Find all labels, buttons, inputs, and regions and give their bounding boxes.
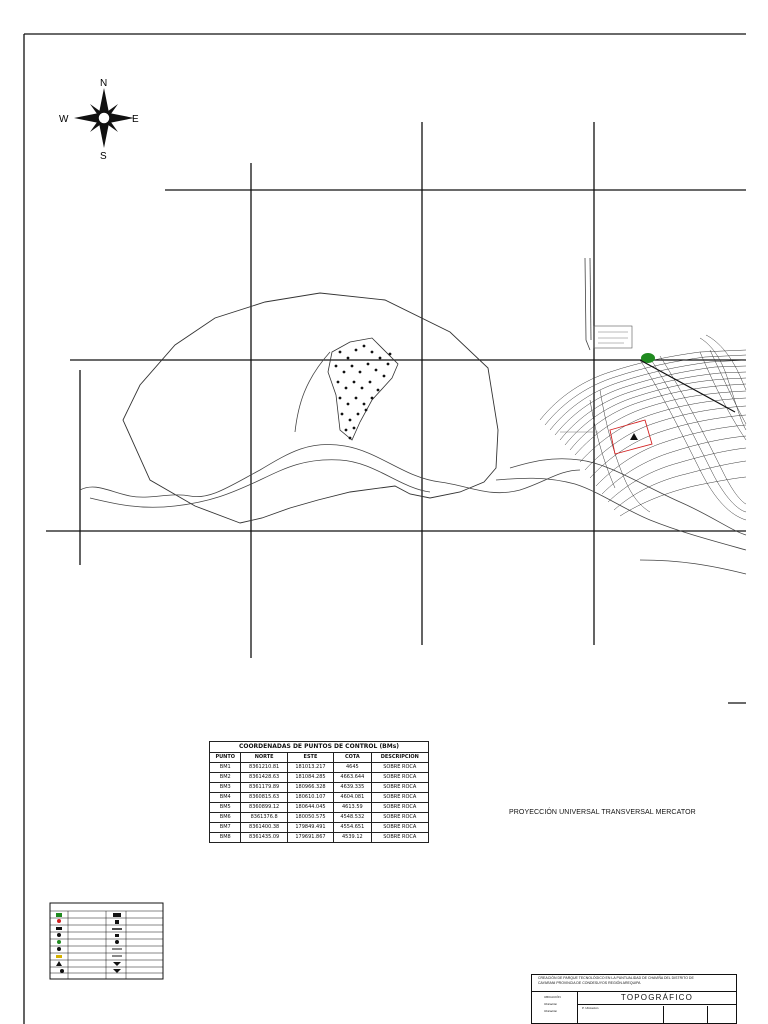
table-row [210, 793, 429, 803]
cell-descripcion: SOBRE ROCA [371, 823, 428, 833]
sheet-subtext: P. Ubicación [582, 1006, 599, 1010]
table-row [210, 833, 429, 843]
cell-este: 180610.107 [287, 793, 333, 803]
compass-north: N [100, 78, 108, 89]
cell-punto: BM3 [210, 783, 241, 793]
cell-descripcion: SOBRE ROCA [371, 803, 428, 813]
project-line-1: CREACIÓN DE PARQUE TECNOLÓGICO EN LA PUNTUALIDAD DE CHAVIÑA DEL DISTRITO DE [538, 976, 694, 980]
cell-este: 181013.217 [287, 763, 333, 773]
legend-block [50, 903, 163, 979]
compass-east: E [132, 114, 139, 125]
cell-este: 179691.867 [287, 833, 333, 843]
cell-norte: 8361179.89 [241, 783, 287, 793]
cell-descripcion: SOBRE ROCA [371, 763, 428, 773]
cell-norte: 8361376.8 [241, 813, 287, 823]
legend-symbols-icon [56, 913, 122, 973]
creek-lines [80, 258, 746, 574]
label-ubicacion-2: Ubicación [544, 1002, 558, 1006]
header-norte: NORTE [241, 753, 287, 763]
projection-label: PROYECCIÓN UNIVERSAL TRANSVERSAL MERCATOR [509, 809, 696, 816]
table-row [210, 773, 429, 783]
cell-punto: BM4 [210, 793, 241, 803]
title-block-cell [663, 1006, 708, 1024]
cell-descripcion: SOBRE ROCA [371, 773, 428, 783]
cell-este: 179849.491 [287, 823, 333, 833]
sheet-heading: TOPOGRÁFICO [578, 992, 736, 1005]
cell-norte: 8360899.12 [241, 803, 287, 813]
cell-cota: 4604.081 [334, 793, 371, 803]
title-block-cell [707, 1006, 736, 1024]
title-block [531, 974, 737, 1024]
cell-cota: 4645 [334, 763, 371, 773]
cell-descripcion: SOBRE ROCA [371, 793, 428, 803]
cell-cota: 4539.12 [334, 833, 371, 843]
cell-punto: BM5 [210, 803, 241, 813]
cell-norte: 8361210.81 [241, 763, 287, 773]
header-descripcion: DESCRIPCION [371, 753, 428, 763]
cell-norte: 8361428.63 [241, 773, 287, 783]
table-row [210, 813, 429, 823]
contour-survey-area [540, 335, 746, 520]
cell-cota: 4663.644 [334, 773, 371, 783]
label-ubicacion-3: Ubicación [544, 1009, 558, 1013]
table-row [210, 783, 429, 793]
cell-este: 181084.285 [287, 773, 333, 783]
cell-cota: 4639.335 [334, 783, 371, 793]
header-cota: COTA [334, 753, 371, 763]
control-points-table [209, 741, 429, 843]
cell-punto: BM2 [210, 773, 241, 783]
cell-norte: 8360815.63 [241, 793, 287, 803]
cell-norte: 8361435.09 [241, 833, 287, 843]
utm-grid [46, 122, 746, 703]
table-header-row [210, 753, 429, 763]
table-row [210, 823, 429, 833]
title-block-labels [532, 992, 578, 1024]
compass-south: S [100, 151, 107, 162]
cell-este: 180050.575 [287, 813, 333, 823]
compass-west: W [59, 114, 69, 125]
cell-punto: BM8 [210, 833, 241, 843]
table-row [210, 763, 429, 773]
header-punto: PUNTO [210, 753, 241, 763]
control-points-title: COORDENADAS DE PUNTOS DE CONTROL (BMs) [209, 741, 429, 752]
cell-punto: BM7 [210, 823, 241, 833]
project-line-2: CAYARANI PROVINCIA DE CONDESUYOS REGIÓN AREQUIPA [538, 981, 641, 985]
cell-norte: 8361400.38 [241, 823, 287, 833]
cell-este: 180644.045 [287, 803, 333, 813]
cell-punto: BM6 [210, 813, 241, 823]
title-block-project [532, 975, 736, 992]
cell-este: 180966.328 [287, 783, 333, 793]
cell-cota: 4554.651 [334, 823, 371, 833]
survey-plot [560, 326, 735, 454]
cell-descripcion: SOBRE ROCA [371, 833, 428, 843]
table-row [210, 803, 429, 813]
header-este: ESTE [287, 753, 333, 763]
sheet-frame [24, 34, 746, 1024]
rock-zone [328, 338, 398, 440]
cell-cota: 4548.532 [334, 813, 371, 823]
cell-cota: 4613.59 [334, 803, 371, 813]
area-boundary [123, 293, 498, 523]
cell-descripcion: SOBRE ROCA [371, 783, 428, 793]
label-ubicacion: UBICACIÓN [544, 995, 561, 999]
cell-punto: BM1 [210, 763, 241, 773]
cell-descripcion: SOBRE ROCA [371, 813, 428, 823]
compass-rose-icon [59, 78, 139, 162]
